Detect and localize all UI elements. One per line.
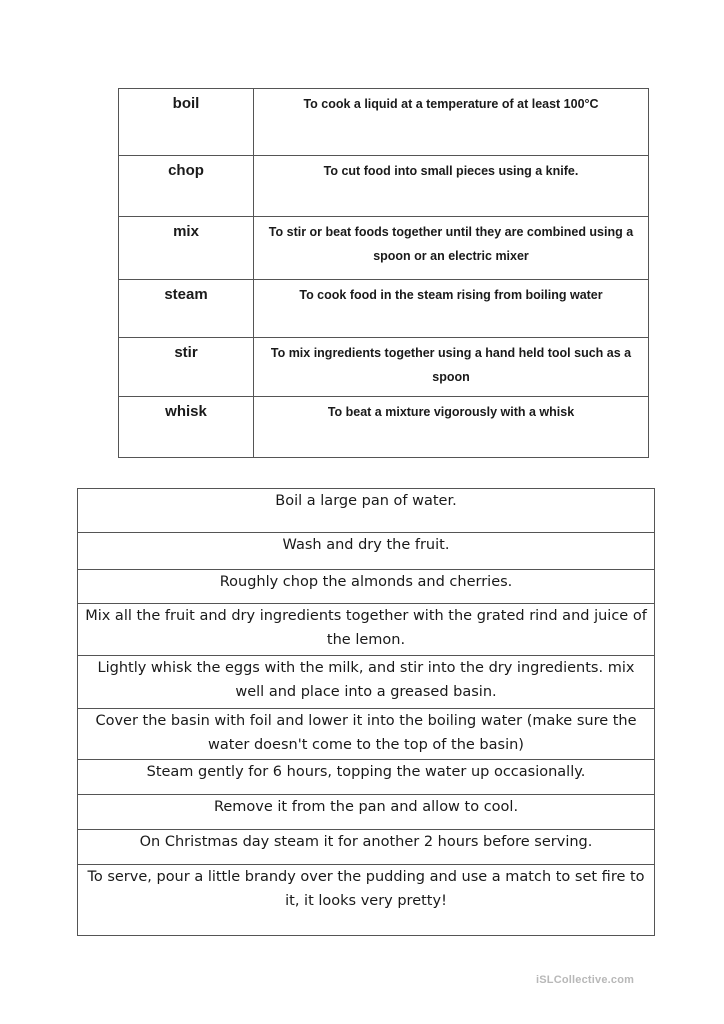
table-row	[78, 709, 655, 760]
recipe-step: Steam gently for 6 hours, topping the water up occasionally.	[78, 760, 655, 795]
table-row	[78, 656, 655, 709]
table-row	[78, 865, 655, 936]
recipe-step: Remove it from the pan and allow to cool.	[78, 795, 655, 830]
recipe-step: Cover the basin with foil and lower it into the boiling water (make sure the water doesn't come to the top of the basin)	[78, 709, 655, 760]
recipe-step: On Christmas day steam it for another 2 hours before serving.	[78, 830, 655, 865]
watermark: iSLCollective.com	[536, 974, 635, 986]
table-row	[78, 604, 655, 656]
vocab-word: stir	[119, 338, 254, 397]
recipe-step: Wash and dry the fruit.	[78, 533, 655, 570]
recipe-step: Roughly chop the almonds and cherries.	[78, 570, 655, 604]
vocab-definition: To mix ingredients together using a hand held tool such as a spoon	[254, 338, 649, 397]
vocab-word: chop	[119, 156, 254, 217]
recipe-steps-table	[77, 488, 655, 936]
vocab-definition: To stir or beat foods together until they are combined using a spoon or an electric mixer	[254, 217, 649, 280]
vocab-definition: To cut food into small pieces using a knife.	[254, 156, 649, 217]
table-row	[78, 795, 655, 830]
vocab-definition: To beat a mixture vigorously with a whisk	[254, 397, 649, 458]
recipe-step: Boil a large pan of water.	[78, 489, 655, 533]
recipe-step: Lightly whisk the eggs with the milk, and stir into the dry ingredients. mix well and place into a greased basin.	[78, 656, 655, 709]
vocab-word: mix	[119, 217, 254, 280]
table-row	[78, 570, 655, 604]
vocab-word: whisk	[119, 397, 254, 458]
table-row	[119, 89, 649, 156]
table-row	[78, 760, 655, 795]
table-row	[119, 280, 649, 338]
recipe-step: Mix all the fruit and dry ingredients together with the grated rind and juice of the lemon.	[78, 604, 655, 656]
table-row	[119, 156, 649, 217]
table-row	[78, 830, 655, 865]
vocab-definition: To cook a liquid at a temperature of at least 100°C	[254, 89, 649, 156]
table-row	[78, 489, 655, 533]
recipe-step: To serve, pour a little brandy over the pudding and use a match to set fire to it, it looks very pretty!	[78, 865, 655, 936]
vocab-word: steam	[119, 280, 254, 338]
table-row	[78, 533, 655, 570]
table-row	[119, 217, 649, 280]
vocab-word: boil	[119, 89, 254, 156]
table-row	[119, 397, 649, 458]
vocab-definition: To cook food in the steam rising from boiling water	[254, 280, 649, 338]
table-row	[119, 338, 649, 397]
vocabulary-table	[118, 88, 649, 458]
